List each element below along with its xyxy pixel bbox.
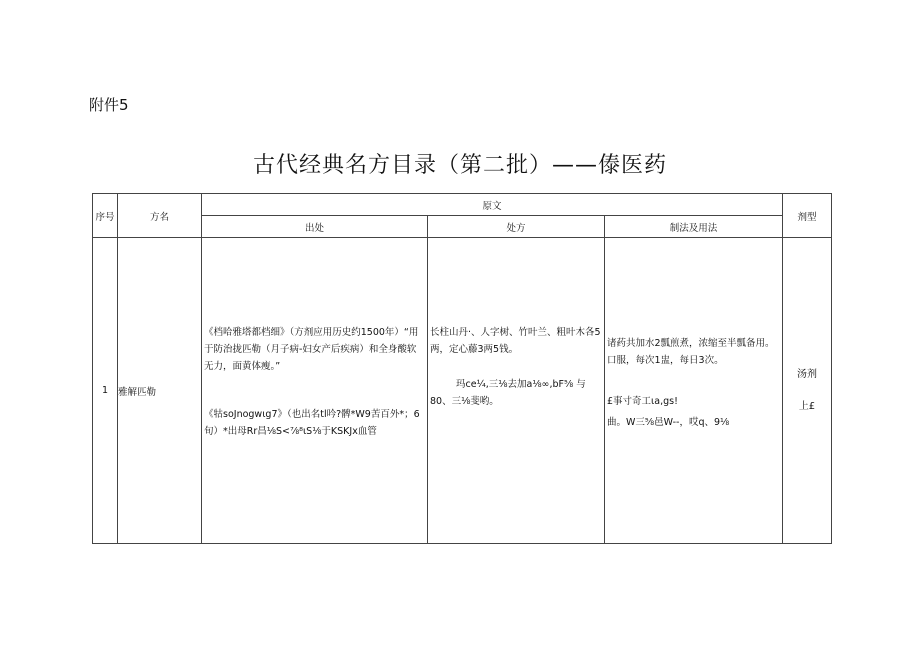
prescription-cell	[428, 238, 605, 544]
original-text-header: 原文	[202, 194, 783, 216]
method-cell	[605, 238, 783, 544]
method-text-3: 曲。W三⅝邑W--，哎q、9⅛	[607, 417, 730, 428]
formula-catalog-table	[92, 193, 832, 544]
dosage-form-header: 剂型	[783, 194, 832, 238]
method-header: 制法及用法	[605, 216, 783, 238]
source-text-2: 《牯soJnogwιg7》（也出名tl吟?髀*W9苦百外*；6旬）*出母Rr昌⅛S<⅞⁸ιS⅛于KSKJx血管	[204, 409, 420, 437]
seq-cell: 1	[93, 238, 118, 544]
seq-header: 序号	[93, 194, 118, 238]
table-row	[93, 238, 832, 544]
method-text-2: £事寸奇工ιa,gs!	[607, 396, 678, 407]
source-cell	[202, 238, 428, 544]
dosage-form-cell	[783, 238, 832, 544]
header-row	[93, 194, 832, 216]
prescription-text-2: 玛ce¼,三⅛去加a⅛∞,bF⅝ 与80、三⅛斐哟。	[430, 379, 586, 407]
source-header: 出处	[202, 216, 428, 238]
name-header: 方名	[118, 194, 202, 238]
method-text-1: 诸药共加水2瓢煎煮，浓缩至半瓢备用。口服，每次1盅，每日3次。	[607, 338, 775, 366]
prescription-text-1: 长柱山丹·、人字树、竹叶兰、粗叶木各5两，定心藤3两5钱。	[430, 327, 601, 355]
prescription-header: 处方	[428, 216, 605, 238]
subheader-row	[93, 216, 832, 238]
dosage-form-text-1: 汤剂	[797, 368, 817, 380]
attachment-label: 附件5	[89, 96, 129, 114]
document-title: 古代经典名方目录（第二批）——傣医药	[252, 153, 667, 178]
dosage-form-text-2: 上£	[798, 400, 816, 412]
source-text-1: 《档哈雅塔都档细》（方剂应用历史约1500年）“用于防治拢匹勒（月子病-妇女产后疾病）和全身酸软无力，面黄体瘦。”	[204, 327, 419, 372]
formula-name-cell: 雅解匹勒	[118, 238, 202, 544]
